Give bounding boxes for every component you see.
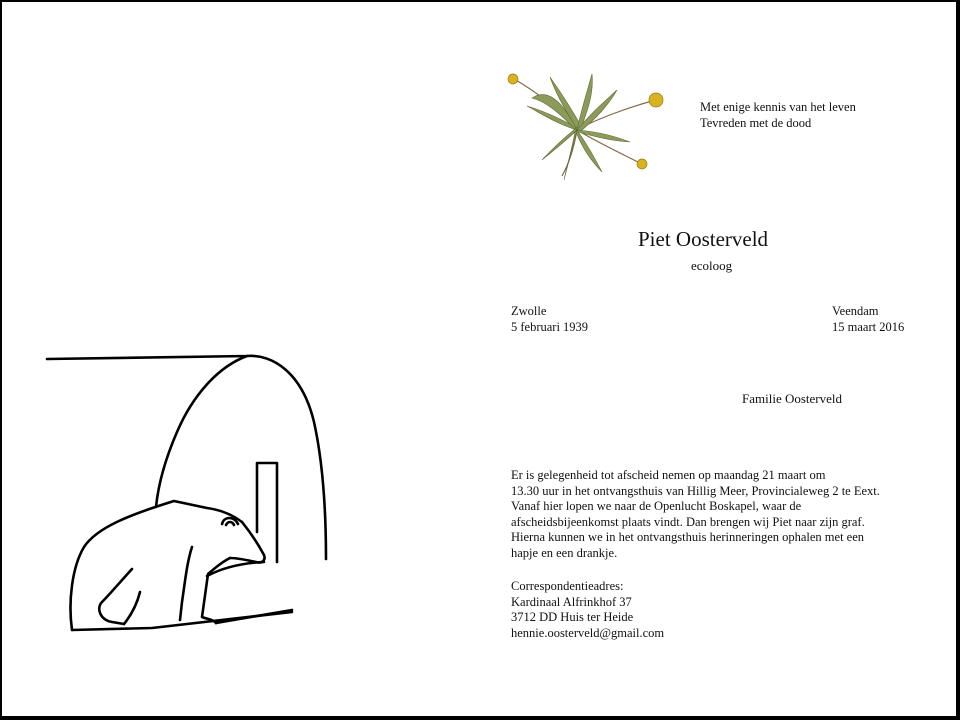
family-signature: Familie Oosterveld — [742, 391, 843, 406]
funeral-card-page — [2, 2, 956, 716]
deceased-profession: ecoloog — [691, 258, 733, 273]
address-email: hennie.oosterveld@gmail.com — [511, 625, 665, 640]
announcement-line: hapje en een drankje. — [511, 545, 618, 560]
announcement-line: Er is gelegenheid tot afscheid nemen op maandag 21 maart om — [511, 468, 826, 482]
ceremony-announcement — [511, 468, 921, 561]
birth-info — [511, 304, 588, 335]
death-info — [832, 304, 904, 335]
birth-date: 5 februari 1939 — [511, 319, 589, 334]
announcement-line: afscheidsbijeenkomst plaats vindt. Dan brengen wij Piet naar zijn graf. — [511, 514, 865, 529]
announcement-line: 13.30 uur in het ontvangsthuis van Hillig Meer, Provincialeweg 2 te Eext. — [511, 483, 880, 498]
announcement-line: Vanaf hier lopen we naar de Openlucht Boskapel, waar de — [511, 499, 802, 513]
dandelion-drawing — [508, 74, 663, 180]
motto-line-2: Tevreden met de dood — [700, 115, 812, 130]
motto-line-1: Met enige kennis van het leven — [700, 100, 856, 114]
death-place: Veendam — [832, 304, 879, 318]
correspondence-address — [511, 579, 664, 641]
birth-place: Zwolle — [511, 304, 547, 318]
announcement-line: Hierna kunnen we in het ontvangsthuis herinneringen ophalen met een — [511, 530, 865, 544]
motto — [700, 100, 856, 131]
polar-bear-drawing — [47, 356, 326, 630]
address-street: Kardinaal Alfrinkhof 37 — [511, 594, 632, 609]
death-date: 15 maart 2016 — [832, 319, 905, 334]
address-city: 3712 DD Huis ter Heide — [511, 610, 634, 624]
deceased-name: Piet Oosterveld — [638, 227, 769, 251]
correspondence-label: Correspondentieadres: — [511, 579, 624, 593]
